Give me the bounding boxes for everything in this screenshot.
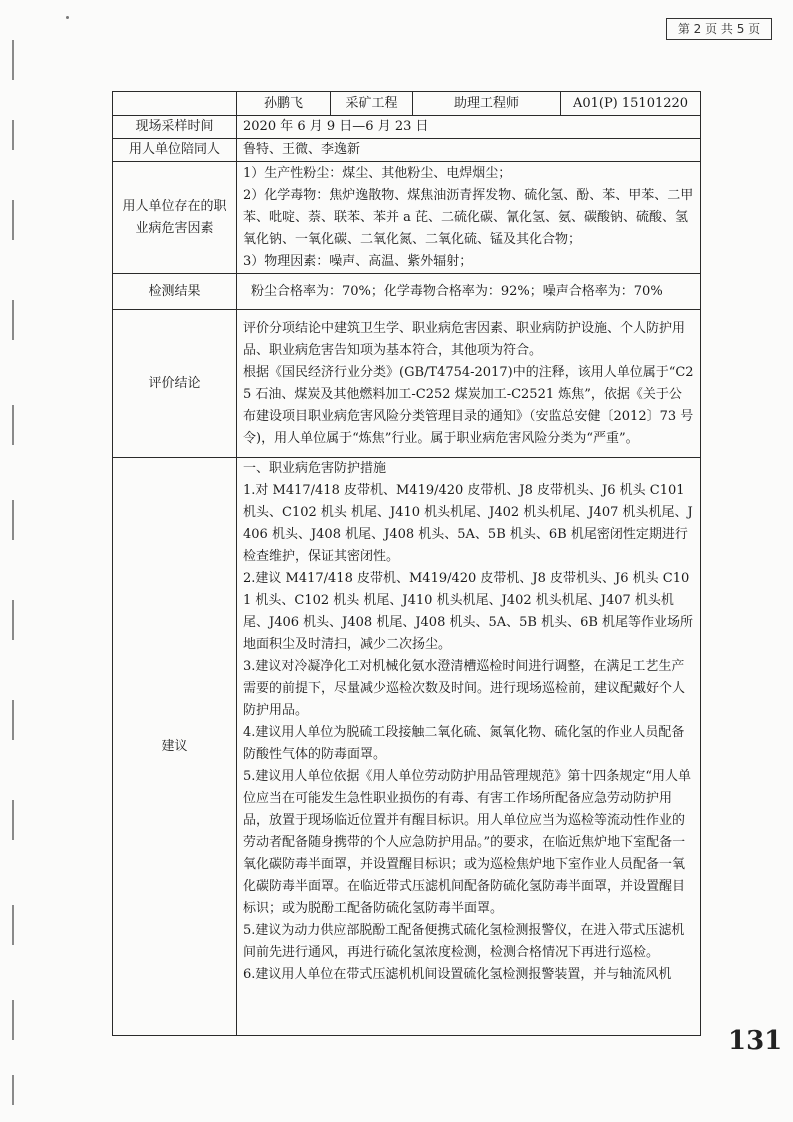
hazards-value (237, 162, 701, 274)
binding-mark (12, 120, 14, 150)
hazard-line: 2）化学毒物：焦炉逸散物、煤焦油沥青挥发物、硫化氢、酚、苯、甲苯、二甲苯、吡啶、萘、联苯、苯并 a 芘、二硫化碳、氰化氢、氨、碳酸钠、硫酸、氢氧化钠、一氧化碳、二氧化氮、二氧化硫、锰及其化合物； (243, 187, 694, 247)
table-row (113, 162, 701, 274)
binding-mark (12, 905, 14, 945)
header-blank-cell (113, 92, 237, 116)
results-label: 检测结果 (113, 274, 237, 310)
advice-item: 5.建议用人单位依据《用人单位劳动防护用品管理规范》第十四条规定“用人单位应当在可能发生急性职业损伤的有毒、有害工作场所配备应急劳动防护用品，放置于现场临近位置并有醒目标识。用人单位应当为巡检等流动性作业的劳动者配备随身携带的个人应急防护用品。”的要求，在临近焦炉地下室配备一氧化碳防毒半面罩，并设置醒目标识；或为巡检焦炉地下室作业人员配备一氧化碳防毒半面罩。在临近带式压滤机间配备防硫化氢防毒半面罩，并设置醒目标识；或为脱酚工配备防硫化氢防毒半面罩。 (243, 769, 692, 916)
binding-mark (12, 200, 14, 240)
binding-mark (12, 40, 14, 80)
advice-label: 建议 (113, 458, 237, 1036)
table-row (113, 139, 701, 162)
binding-mark (12, 600, 14, 640)
major: 采矿工程 (331, 92, 413, 116)
sampling-time-label: 现场采样时间 (113, 116, 237, 139)
header-row (113, 92, 701, 116)
binding-mark (12, 300, 14, 340)
table-row (113, 310, 701, 458)
accompany-label: 用人单位陪同人 (113, 139, 237, 162)
binding-mark (12, 1075, 14, 1105)
binding-mark (12, 800, 14, 840)
advice-item: 4.建议用人单位为脱硫工段接触二氧化硫、氮氧化物、硫化氢的作业人员配备防酸性气体的防毒面罩。 (243, 725, 685, 762)
advice-item: 3.建议对冷凝净化工对机械化氨水澄清槽巡检时间进行调整，在满足工艺生产需要的前提下，尽量减少巡检次数及时间。进行现场巡检前，建议配戴好个人防护用品。 (243, 659, 686, 718)
hazards-label: 用人单位存在的职业病危害因素 (113, 162, 237, 274)
table-row (113, 116, 701, 139)
conclusion-label: 评价结论 (113, 310, 237, 458)
results-value: 粉尘合格率为：70%；化学毒物合格率为：92%；噪声合格率为：70% (237, 274, 701, 310)
conclusion-value (237, 310, 701, 458)
person-name: 孙鹏飞 (237, 92, 331, 116)
accompany-value: 鲁特、王微、李逸新 (237, 139, 701, 162)
job-title: 助理工程师 (413, 92, 561, 116)
sampling-time-value: 2020 年 6 月 9 日—6 月 23 日 (237, 116, 701, 139)
conclusion-paragraph: 评价分项结论中建筑卫生学、职业病危害因素、职业病防护设施、个人防护用品、职业病危害告知项为基本符合，其他项为符合。 (243, 320, 686, 358)
advice-value (237, 458, 701, 1036)
evaluation-table (112, 91, 701, 1036)
scan-dot (66, 16, 69, 19)
conclusion-paragraph: 根据《国民经济行业分类》(GB/T4754-2017)中的注释，该用人单位属于“C25 石油、煤炭及其他燃料加工-C252 煤炭加工-C2521 炼焦”，依据《关于公布建设项目职业病危害风险分类管理目录的通知》（安监总安健〔2012〕73 号令)，用人单位属于“炼焦”行业。属于职业病危害风险分类为“严重”。 (243, 364, 694, 446)
binding-mark (12, 700, 14, 740)
certificate-number: A01(P) 15101220 (561, 92, 701, 116)
binding-mark (12, 1000, 14, 1040)
table-row (113, 274, 701, 310)
advice-item: 一、职业病危害防护措施 (243, 461, 387, 476)
advice-item: 2.建议 M417/418 皮带机、M419/420 皮带机、J8 皮带机头、J6 机头 C101 机头、C102 机头 机尾、J410 机头机尾、J402 机头机尾、J407 机头机尾、J406 机头、J408 机尾、J408 机头、5A、5B 机头、6B 机尾等作业场所地面积尘及时清扫，减少二次扬尘。 (243, 571, 694, 652)
hazard-line: 3）物理因素：噪声、高温、紫外辐射； (243, 253, 473, 269)
hazard-line: 1）生产性粉尘：煤尘、其他粉尘、电焊烟尘； (243, 165, 512, 181)
advice-item: 1.对 M417/418 皮带机、M419/420 皮带机、J8 皮带机头、J6 机头 C101 机头、C102 机头 机尾、J410 机头机尾、J402 机头机尾、J407 机头机尾、J406 机头、J408 机尾、J408 机头、5A、5B 机头、6B 机尾密闭性定期进行检查维护，保证其密闭性。 (243, 483, 693, 564)
table-row (113, 458, 701, 1036)
page-stamp: 第 2 页 共 5 页 (666, 18, 772, 40)
binding-mark (12, 500, 14, 540)
advice-item: 6.建议用人单位在带式压滤机机间设置硫化氢检测报警装置，并与轴流风机 (243, 967, 672, 982)
page-number: 131 (728, 1026, 783, 1056)
advice-item: 5.建议为动力供应部脱酚工配备便携式硫化氢检测报警仪，在进入带式压滤机间前先进行通风，再进行硫化氢浓度检测，检测合格情况下再进行巡检。 (243, 923, 685, 960)
binding-mark (12, 405, 14, 445)
